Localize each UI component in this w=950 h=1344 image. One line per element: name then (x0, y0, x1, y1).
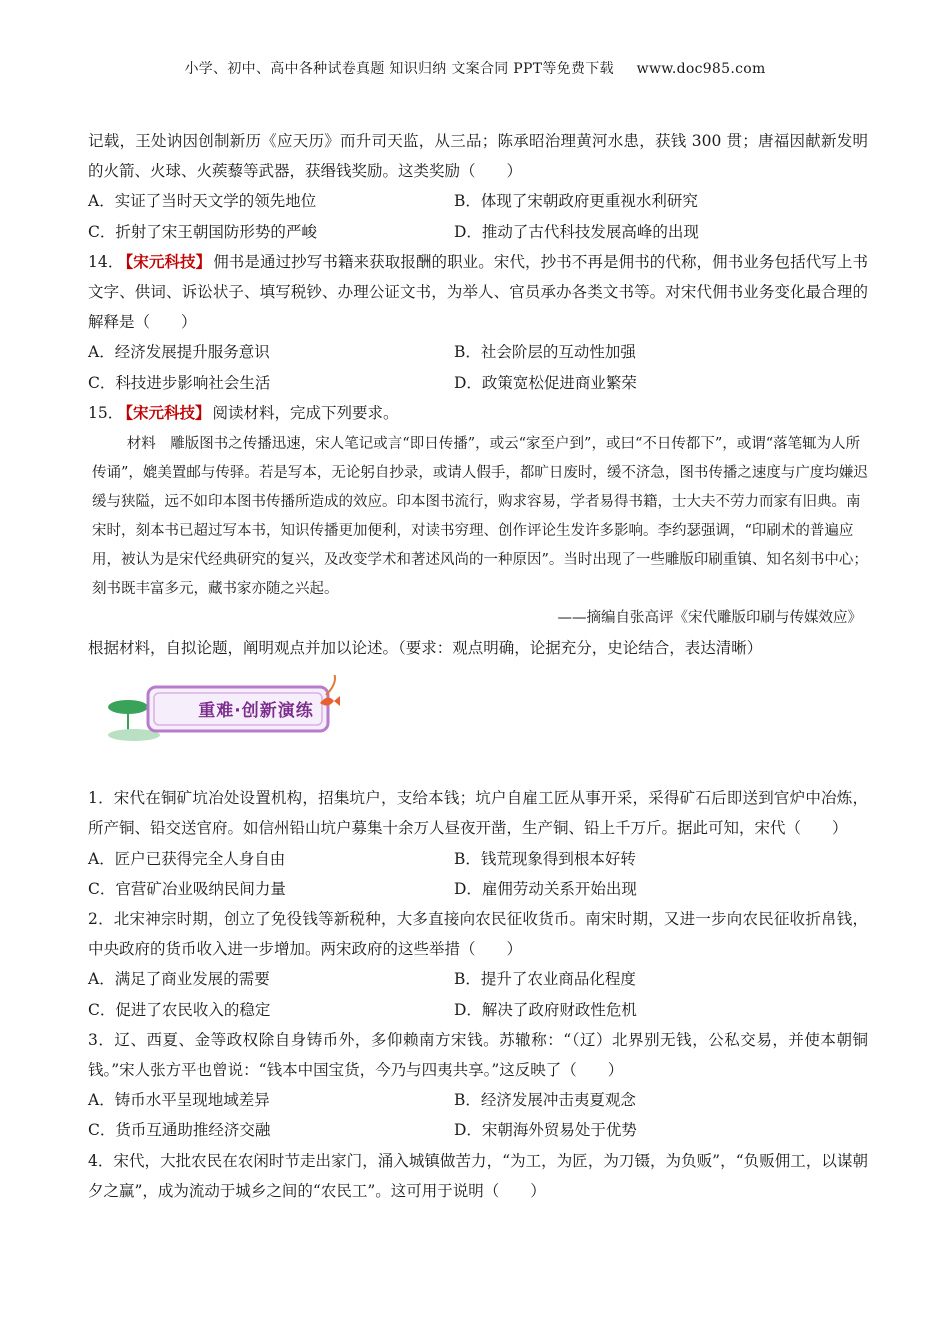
option-c[interactable]: C．折射了宋王朝国防形势的严峻 (88, 222, 317, 241)
option-d[interactable]: D．政策宽松促进商业繁荣 (454, 373, 637, 392)
option-row (88, 1115, 868, 1145)
option-b[interactable]: B．钱荒现象得到根本好转 (454, 849, 636, 868)
banner-title: 重难·创新演练 (198, 701, 314, 722)
option-a[interactable]: A．实证了当时天文学的领先地位 (88, 192, 317, 211)
option-b[interactable]: B．社会阶层的互动性加强 (454, 343, 636, 362)
question-13 (88, 126, 868, 247)
page-header (0, 58, 950, 78)
option-a[interactable]: A．满足了商业发展的需要 (88, 970, 270, 989)
option-c[interactable]: C．官营矿冶业吸纳民间力量 (88, 879, 286, 898)
question-14 (88, 247, 868, 398)
option-row (88, 337, 868, 367)
question-number: 15． (88, 403, 124, 422)
option-c[interactable]: C．货币互通助推经济交融 (88, 1121, 271, 1140)
material-source: ——摘编自张高评《宋代雕版印刷与传媒效应》 (557, 610, 862, 627)
header-title: 小学、初中、高中各种试卷真题 知识归纳 文案合同 PPT等免费下载 (184, 61, 614, 77)
question-s2-4 (88, 1146, 868, 1206)
question-stem: 4．宋代，大批农民在农闲时节走出家门，涌入城镇做苦力，“为工，为匠，为刀镊，为负贩”，“负贩佣工，以谋朝夕之赢”，成为流动于城乡之间的“农民工”。这可用于说明（ ） (88, 1151, 868, 1200)
option-b[interactable]: B．经济发展冲击夷夏观念 (454, 1091, 636, 1110)
question-stem (88, 398, 868, 428)
option-d[interactable]: D．雇佣劳动关系开始出现 (454, 879, 637, 898)
option-a[interactable]: A．匠户已获得完全人身自由 (88, 849, 286, 868)
material-text: 材料 雕版图书之传播迅速，宋人笔记或言“即日传播”，或云“家至户到”，或曰“不日传都下”，或谓“落笔辄为人所传诵”，媲美置邮与传驿。若是写本，无论躬自抄录，或请人假手，都旷日废时，缓不济急，图书传播之速度与广度均嫌迟缓与狭隘，远不如印本图书传播所造成的效应。印本图书流行，购求容易，学者易得书籍，士大夫不劳力而家有旧典。南宋时，刻本书已超过写本书，知识传播更加便利，对读书穷理、创作评论生发许多影响。李约瑟强调，“印刷术的普遍应用，被认为是宋代经典研究的复兴，及改变学术和著述风尚的一种原因”。当时出现了一些雕版印刷重镇、知名刻书中心；刻书既丰富多元，藏书家亦随之兴起。 (92, 436, 868, 598)
question-stem (88, 247, 868, 338)
section-banner (88, 675, 868, 749)
option-d[interactable]: D．推动了古代科技发展高峰的出现 (454, 222, 699, 241)
question-text: 佣书是通过抄写书籍来获取报酬的职业。宋代，抄书不再是佣书的代称，佣书业务包括代写上书文字、供词、诉讼状子、填写税钞、办理公证文书，为举人、官员承办各类文书等。对宋代佣书业务变化最合理的解释是（ ） (88, 252, 868, 332)
option-d[interactable]: D．解决了政府财政性危机 (454, 1000, 637, 1019)
option-d[interactable]: D．宋朝海外贸易处于优势 (454, 1121, 637, 1140)
topic-tag: 【宋元科技】 (125, 251, 212, 271)
option-c[interactable]: C．科技进步影响社会生活 (88, 373, 271, 392)
question-15 (88, 398, 868, 663)
material-passage (88, 430, 868, 604)
question-s2-3 (88, 1025, 868, 1146)
option-b[interactable]: B．提升了农业商品化程度 (454, 970, 636, 989)
question-stem: 2．北宋神宗时期，创立了免役钱等新税种，大多直接向农民征收货币。南宋时期，又进一步向农民征收折帛钱，中央政府的货币收入进一步增加。两宋政府的这些举措（ ） (88, 910, 868, 959)
question-s2-1 (88, 783, 868, 904)
option-row (88, 874, 868, 904)
answer-requirement: 根据材料，自拟论题，阐明观点并加以论述。（要求：观点明确，论据充分，史论结合，表达清晰） (88, 639, 763, 658)
document-body (88, 126, 868, 1206)
option-row (88, 186, 868, 216)
option-row (88, 995, 868, 1025)
question-stem: 1．宋代在铜矿坑冶处设置机构，招集坑户，支给本钱；坑户自雇工匠从事开采，采得矿石后即送到官炉中冶炼，所产铜、铅交送官府。如信州铅山坑户募集十余万人昼夜开凿，生产铜、铅上千万斤。据此可知，宋代（ ） (88, 789, 868, 838)
option-row (88, 844, 868, 874)
question-number: 14． (88, 252, 124, 271)
question-s2-2 (88, 904, 868, 1025)
option-b[interactable]: B．体现了宋朝政府更重视水利研究 (454, 192, 698, 211)
question-stem: 记载，王处讷因创制新历《应天历》而升司天监，从三品；陈承昭治理黄河水患，获钱 300 贯；唐福因献新发明的火箭、火球、火蒺藜等武器，获缗钱奖励。这类奖励（ ） (88, 132, 868, 181)
option-a[interactable]: A．铸币水平呈现地域差异 (88, 1091, 270, 1110)
option-row (88, 368, 868, 398)
option-row (88, 964, 868, 994)
topic-tag: 【宋元科技】 (125, 402, 211, 422)
question-text: 阅读材料，完成下列要求。 (212, 403, 399, 422)
option-c[interactable]: C．促进了农民收入的稳定 (88, 1000, 271, 1019)
option-row (88, 217, 868, 247)
header-url[interactable]: www.doc985.com (636, 61, 766, 77)
question-stem: 3．辽、西夏、金等政权除自身铸币外，多仰赖南方宋钱。苏辙称：“（辽）北界别无钱，公私交易，并使本朝铜钱。”宋人张方平也曾说：“钱本中国宝货，今乃与四夷共享。”这反映了（ ） (88, 1030, 868, 1080)
option-a[interactable]: A．经济发展提升服务意识 (88, 343, 270, 362)
option-row (88, 1085, 868, 1115)
